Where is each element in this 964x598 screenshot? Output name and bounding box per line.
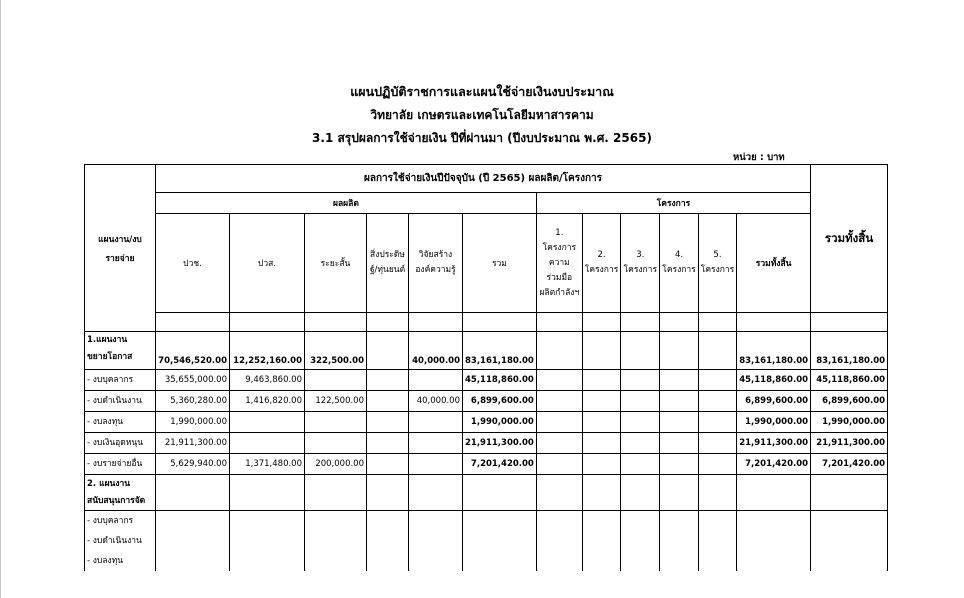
table-row: - งบดำเนินงาน 5,360,280.00 1,416,820.00 122,500.00 40,000.00 6,899,600.00 6,899,600.00 6,899,600.00 bbox=[85, 391, 888, 412]
table-row: - งบบุคลากร 35,655,000.00 9,463,860.00 45,118,860.00 45,118,860.00 45,118,860.00 bbox=[85, 370, 888, 391]
plan2-label: 2. แผนงาน สนับสนุนการจัด bbox=[85, 475, 156, 511]
col-hvoc: ปวส. bbox=[230, 214, 305, 313]
plan2-total-row bbox=[85, 475, 888, 511]
header-spacer-row bbox=[85, 313, 888, 332]
plan1-voc: 70,546,520.00 bbox=[156, 332, 230, 370]
output-group-header: ผลผลิต bbox=[156, 193, 537, 214]
plan1-hvoc: 12,252,160.00 bbox=[230, 332, 305, 370]
plan1-sum: 83,161,180.00 bbox=[463, 332, 537, 370]
plan1-grand-total: 83,161,180.00 bbox=[811, 332, 888, 370]
section-heading: 3.1 สรุปผลการใช้จ่ายเงิน ปีที่ผ่านมา (ปีงบประมาณ พ.ศ. 2565) bbox=[312, 131, 652, 145]
grand-total-header: รวมทั้งสิ้น bbox=[811, 165, 888, 313]
plan1-total-row bbox=[85, 332, 888, 370]
header-row-1 bbox=[85, 165, 888, 193]
col-project-2: 2. โครงการ bbox=[582, 214, 620, 313]
results-group-header: ผลการใช้จ่ายเงินปีปัจจุบัน (ปี 2565) ผลผลิต/โครงการ bbox=[156, 165, 811, 193]
project-group-header: โครงการ bbox=[536, 193, 810, 214]
plan-column-header: แผนงาน/งบ รายจ่าย bbox=[85, 165, 156, 332]
document-subtitle: วิทยาลัย เกษตรและเทคโนโลยีมหาสารคาม bbox=[370, 108, 594, 122]
col-short: ระยะสั้น bbox=[305, 214, 367, 313]
table-row: - งบรายจ่ายอื่น 5,629,940.00 1,371,480.00 200,000.00 7,201,420.00 7,201,420.00 7,201,420.00 bbox=[85, 454, 888, 475]
document-title: แผนปฏิบัติราชการและแผนใช้จ่ายเงินงบประมาณ bbox=[350, 84, 614, 99]
col-research: วิจัยสร้าง องค์ความรู้ bbox=[409, 214, 463, 313]
unit-label: หน่วย : บาท bbox=[733, 152, 785, 163]
table-row: - งบดำเนินงาน bbox=[85, 531, 888, 551]
col-invention: สิ่งประดิษ ฐ์/ทุ่นยนต์ bbox=[367, 214, 409, 313]
table-row: - งบบุคลากร bbox=[85, 511, 888, 532]
plan1-short: 322,500.00 bbox=[305, 332, 367, 370]
budget-summary-table bbox=[84, 164, 888, 571]
plan1-label: 1.แผนงาน ขยายโอกาส bbox=[85, 332, 156, 370]
table-row: - งบลงทุน bbox=[85, 551, 888, 571]
col-voc: ปวช. bbox=[156, 214, 230, 313]
col-project-1: 1. โครงการ ความ ร่วมมือ ผลิตกำลังฯ bbox=[536, 214, 582, 313]
col-sum: รวม bbox=[463, 214, 537, 313]
col-project-4: 4. โครงการ bbox=[660, 214, 698, 313]
plan1-project-total: 83,161,180.00 bbox=[737, 332, 811, 370]
col-project-total: รวมทั้งสิ้น bbox=[737, 214, 811, 313]
header-row-2 bbox=[85, 193, 888, 214]
table-row: - งบเงินอุดหนุน 21,911,300.00 21,911,300.00 21,911,300.00 21,911,300.00 bbox=[85, 433, 888, 454]
col-project-5: 5. โครงการ bbox=[698, 214, 736, 313]
header-row-3 bbox=[85, 214, 888, 313]
plan1-research: 40,000.00 bbox=[409, 332, 463, 370]
col-project-3: 3. โครงการ bbox=[621, 214, 660, 313]
table-row: - งบลงทุน 1,990,000.00 1,990,000.00 1,990,000.00 1,990,000.00 bbox=[85, 412, 888, 433]
